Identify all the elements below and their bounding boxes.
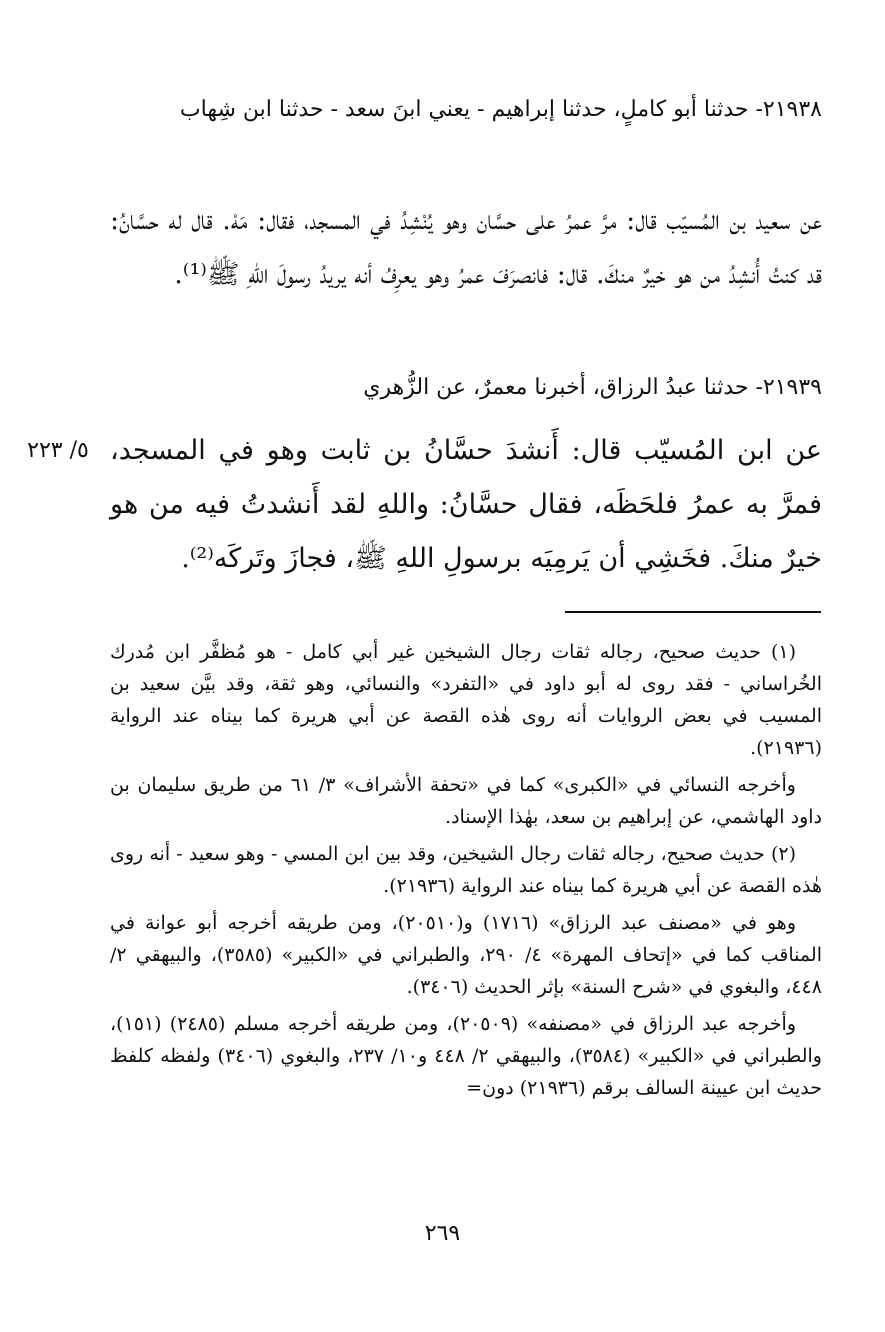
hadith-2-text: عن ابن المُسيّب قال: أَنشدَ حسَّانُ بن ثابت وهو في المسجد، فمرَّ به عمرُ فلحَظَه، فقال حسَّانُ: واللهِ لقد أَنشدتُ فيه من هو خيرٌ منكَ. فخَشِي أن يَرمِيَه برسولِ اللهِ ﷺ، فجازَ وتَركَه⁽²⁾. [110, 435, 822, 574]
page-number: ٢٦٩ [424, 1221, 461, 1246]
margin-reference: ٥/ ٢٢٣ [27, 438, 89, 463]
footnotes [110, 636, 822, 1109]
footnote-2: (٢) حديث صحيح، رجاله ثقات رجال الشيخين، وقد بين ابن المسي - وهو سعيد - أنه روى هٰذه القصة عن أبي هريرة كما بيناه عند الرواية (٢١٩٣٦). [110, 843, 822, 897]
footnote-1: (١) حديث صحيح، رجاله ثقات رجال الشيخين غير أبي كامل - هو مُظفَّر ابن مُدرك الخُراساني - فقد روى له أبو داود في «التفرد» والنسائي، وهو ثقة، وقد بيَّن سعيد بن المسيب في بعض الروايات أنه روى هٰذه القصة عن أبي هريرة كما بيناه عند الرواية (٢١٩٣٦). [110, 641, 822, 759]
footnote-1-continuation: وأخرجه النسائي في «الكبرى» كما في «تحفة الأشراف» ٣/ ٦١ من طريق سليمان بن داود الهاشمي، عن إبراهيم بن سعد، بهٰذا الإسناد. [110, 774, 822, 828]
hadith-1-chain: ٢١٩٣٨- حدثنا أبو كاملٍ، حدثنا إبراهيم - يعني ابنَ سعد - حدثنا ابن شِهاب [179, 97, 822, 122]
hadith-2-chain: ٢١٩٣٩- حدثنا عبدُ الرزاق، أخبرنا معمرٌ، عن الزُّهري [363, 375, 822, 400]
footnote-separator [565, 611, 821, 613]
footnote-2-continuation-2: وأخرجه عبد الرزاق في «مصنفه» (٢٠٥٠٩)، ومن طريقه أخرجه مسلم (٢٤٨٥) (١٥١)، والطبراني في «الكبير» (٣٥٨٤)، والبيهقي ٢/ ٤٤٨ و١٠/ ٢٣٧، والبغوي (٣٤٠٦) ولفظه كلفظ حديث ابن عيينة السالف برقم (٢١٩٣٦) دون= [110, 1013, 822, 1099]
footnote-2-continuation: وهو في «مصنف عبد الرزاق» (١٧١٦) و(٢٠٥١٠)، ومن طريقه أخرجه أبو عوانة في المناقب كما في «إتحاف المهرة» ٤/ ٢٩٠، والطبراني في «الكبير» (٣٥٨٥)، والبيهقي ٢/ ٤٤٨، والبغوي في «شرح السنة» بإثر الحديث (٣٤٠٦). [110, 912, 822, 998]
hadith-1-text: عن سعيد بن المُسيّب قال: مرَّ عمرُ على حسَّان وهو يُنْشِدُ في المسجد، فقال: مَهْ. قال له حسَّانُ: قد كنتُ أُنشِدُ من هو خيرٌ منكَ. قال: فانصرَفَ عمرُ وهو يعرِفُ أنه يريدُ رسولَ اللهِ ﷺ⁽¹⁾. [110, 205, 822, 290]
